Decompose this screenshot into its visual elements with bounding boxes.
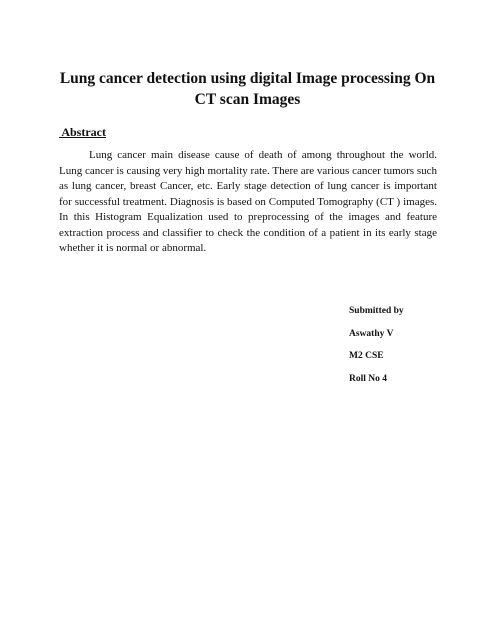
author-name: Aswathy V — [349, 328, 394, 339]
submission-block — [349, 305, 404, 395]
roll-number: Roll No 4 — [349, 373, 387, 384]
document-title: Lung cancer detection using digital Image processing On CT scan Images — [59, 70, 436, 108]
course-name: M2 CSE — [349, 351, 384, 361]
abstract-paragraph: Lung cancer main disease cause of death of among throughout the world. Lung cancer is causing very high mortality rate. There are various cancer tumors such as lung cancer, breast Cancer, etc. Early stage detection of lung cancer is important for successful treatment. Diagnosis is based on Computed Tomography (CT ) images. In this Histogram Equalization used to preprocessing of the images and feature extraction process and classifier to check the condition of a patient in its early stage whether it is normal or abnormal. — [59, 149, 437, 254]
submitted-by-label: Submitted by — [349, 306, 404, 316]
abstract-heading: Abstract — [59, 125, 106, 139]
